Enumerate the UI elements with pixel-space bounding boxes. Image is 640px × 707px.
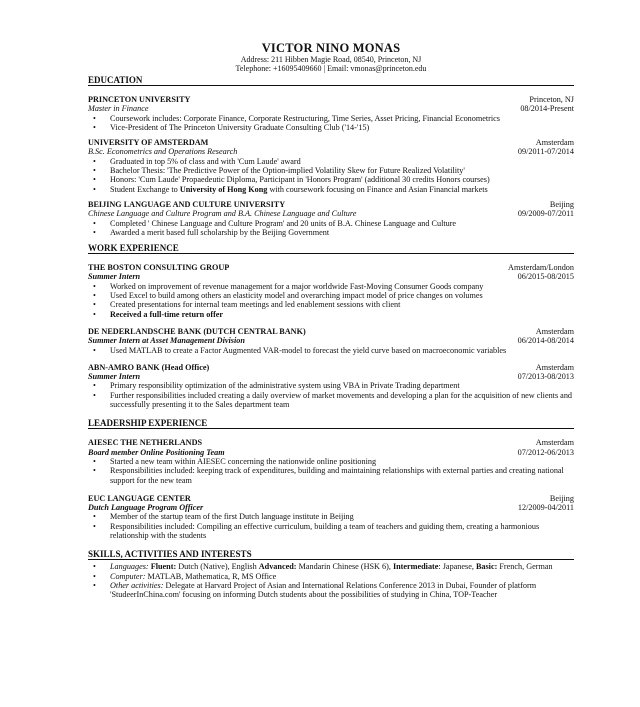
location: Amsterdam [535, 438, 574, 448]
education-heading: EDUCATION [88, 75, 574, 86]
leadership-entry-aiesec [88, 438, 574, 484]
location: Amsterdam [535, 138, 574, 148]
list-item: • Bachelor Thesis: 'The Predictive Power of the Option-implied Volatility Skew for Future Realized Volatility' [88, 166, 574, 175]
work-entry-bcg [88, 263, 574, 319]
education-entry-beijing [88, 200, 574, 237]
job-title: Summer Intern at Asset Management Division [88, 336, 245, 346]
dates: 09/2011-07/2014 [517, 147, 574, 157]
work-entry-dnb [88, 327, 574, 355]
org-name: PRINCETON UNIVERSITY [88, 95, 191, 104]
list-item: • Vice-President of The Princeton University Graduate Consulting Club ('14-'15) [88, 123, 574, 132]
job-title: Summer Intern [88, 272, 141, 282]
list-item: • Primary responsibility optimization of the administrative system using VBA in Private Trading department [88, 381, 574, 390]
list-item: • Responsibilities included: keeping track of expenditures, building and maintaining relationships with external parties and creating national support for the new team [88, 466, 574, 485]
org-name: EUC LANGUAGE CENTER [88, 493, 191, 503]
list-item: • Responsibilities included: Compiling an effective curriculum, building a team of teachers and guiding them, creating a harmonious relationship with the students [88, 522, 574, 541]
list-item: • Member of the startup team of the first Dutch language institute in Beijing [88, 512, 574, 521]
list-item: • Created presentations for internal team meetings and led enablement sessions with client [88, 300, 574, 309]
list-item: • Awarded a merit based full scholarship by the Beijing Government [88, 228, 574, 237]
dates: 07/2013-08/2013 [517, 372, 574, 382]
list-item: • Honors: 'Cum Laude' Propaedeutic Diploma, Participant in 'Honors Program' (additional 30 credits Honors courses) [88, 175, 574, 184]
dates: 07/2012-06/2013 [517, 447, 574, 457]
candidate-name: VICTOR NINO MONAS [261, 41, 401, 55]
location: Beijing [549, 199, 574, 209]
degree: Chinese Language and Culture Program and B.A. Chinese Language and Culture [88, 209, 357, 219]
dates: 06/2015-08/2015 [517, 272, 574, 282]
list-item: • Received a full-time return offer [88, 310, 574, 319]
location: Amsterdam [535, 326, 574, 336]
list-item: • Other activities: Delegate at Harvard Project of Asian and International Relations Conference 2013 in Dubai, Founder of platform 'StudeerInChina.com' focusing on informing Dutch students about the possibilities of studying in China, TOP-Teacher [88, 581, 574, 600]
degree: Master in Finance [88, 104, 149, 114]
dates: 08/2014-Present [520, 104, 574, 114]
resume-page [88, 42, 574, 599]
degree: B.Sc. Econometrics and Operations Research [88, 147, 238, 157]
list-item: • Worked on improvement of revenue management for a major worldwide Fast-Moving Consumer Goods company [88, 282, 574, 291]
dates: 09/2009-07/2011 [517, 209, 574, 219]
job-title: Dutch Language Program Officer [88, 503, 204, 513]
org-name: THE BOSTON CONSULTING GROUP [88, 263, 230, 273]
org-name: ABN-AMRO BANK (Head Office) [88, 362, 210, 372]
list-item: • Used MATLAB to create a Factor Augmented VAR-model to forecast the yield curve based on macroeconomic variables [88, 346, 574, 355]
list-item: • Student Exchange to University of Hong Kong with coursework focusing on Finance and Asian Financial markets [88, 185, 574, 194]
location: Amsterdam/London [508, 263, 574, 273]
dates: 06/2014-08/2014 [517, 336, 574, 346]
org-name: DE NEDERLANDSCHE BANK (DUTCH CENTRAL BANK) [88, 326, 306, 336]
list-item: • Used Excel to build among others an elasticity model and overarching impact model of price changes on volumes [88, 291, 574, 300]
skills-list [88, 562, 574, 599]
list-item: • Started a new team within AIESEC concerning the nationwide online positioning [88, 457, 574, 466]
leadership-entry-euc [88, 494, 574, 540]
job-title: Board member Online Positioning Team [88, 447, 225, 457]
list-item: • Computer: MATLAB, Mathematica, R, MS Office [88, 572, 574, 581]
work-entry-abn-amro [88, 363, 574, 409]
list-item: • Coursework includes: Corporate Finance, Corporate Restructuring, Time Series, Asset Pricing, Financial Econometrics [88, 114, 574, 123]
org-name: UNIVERSITY OF AMSTERDAM [88, 138, 209, 148]
list-item: • Languages: Fluent: Dutch (Native), English Advanced: Mandarin Chinese (HSK 6), Intermediate: Japanese, Basic: French, German [88, 562, 574, 571]
location: Beijing [549, 493, 574, 503]
list-item: • Completed ' Chinese Language and Culture Program' and 20 units of B.A. Chinese Language and Culture [88, 219, 574, 228]
dates: 12/2009-04/2011 [517, 503, 574, 513]
job-title: Summer Intern [88, 372, 141, 382]
location: Amsterdam [535, 362, 574, 372]
leadership-heading: LEADERSHIP EXPERIENCE [88, 418, 574, 429]
education-entry-amsterdam [88, 138, 574, 194]
address-line: Address: 211 Hibben Magie Road, 08540, Princeton, NJ [240, 55, 422, 64]
contact-line: Telephone: +16095409660 | Email: vmonas@princeton.edu [235, 64, 427, 73]
education-entry-princeton [88, 95, 574, 132]
org-name: AIESEC THE NETHERLANDS [88, 438, 203, 448]
work-heading: WORK EXPERIENCE [88, 243, 574, 254]
skills-heading: SKILLS, ACTIVITIES AND INTERESTS [88, 549, 574, 560]
list-item: • Graduated in top 5% of class and with 'Cum Laude' award [88, 157, 574, 166]
location: Princeton, NJ [529, 95, 574, 104]
org-name: BEIJING LANGUAGE AND CULTURE UNIVERSITY [88, 199, 286, 209]
list-item: • Further responsibilities included creating a daily overview of market movements and developing a plan for the acquisition of new clients and successfully presenting it to the Sales department team [88, 391, 574, 410]
